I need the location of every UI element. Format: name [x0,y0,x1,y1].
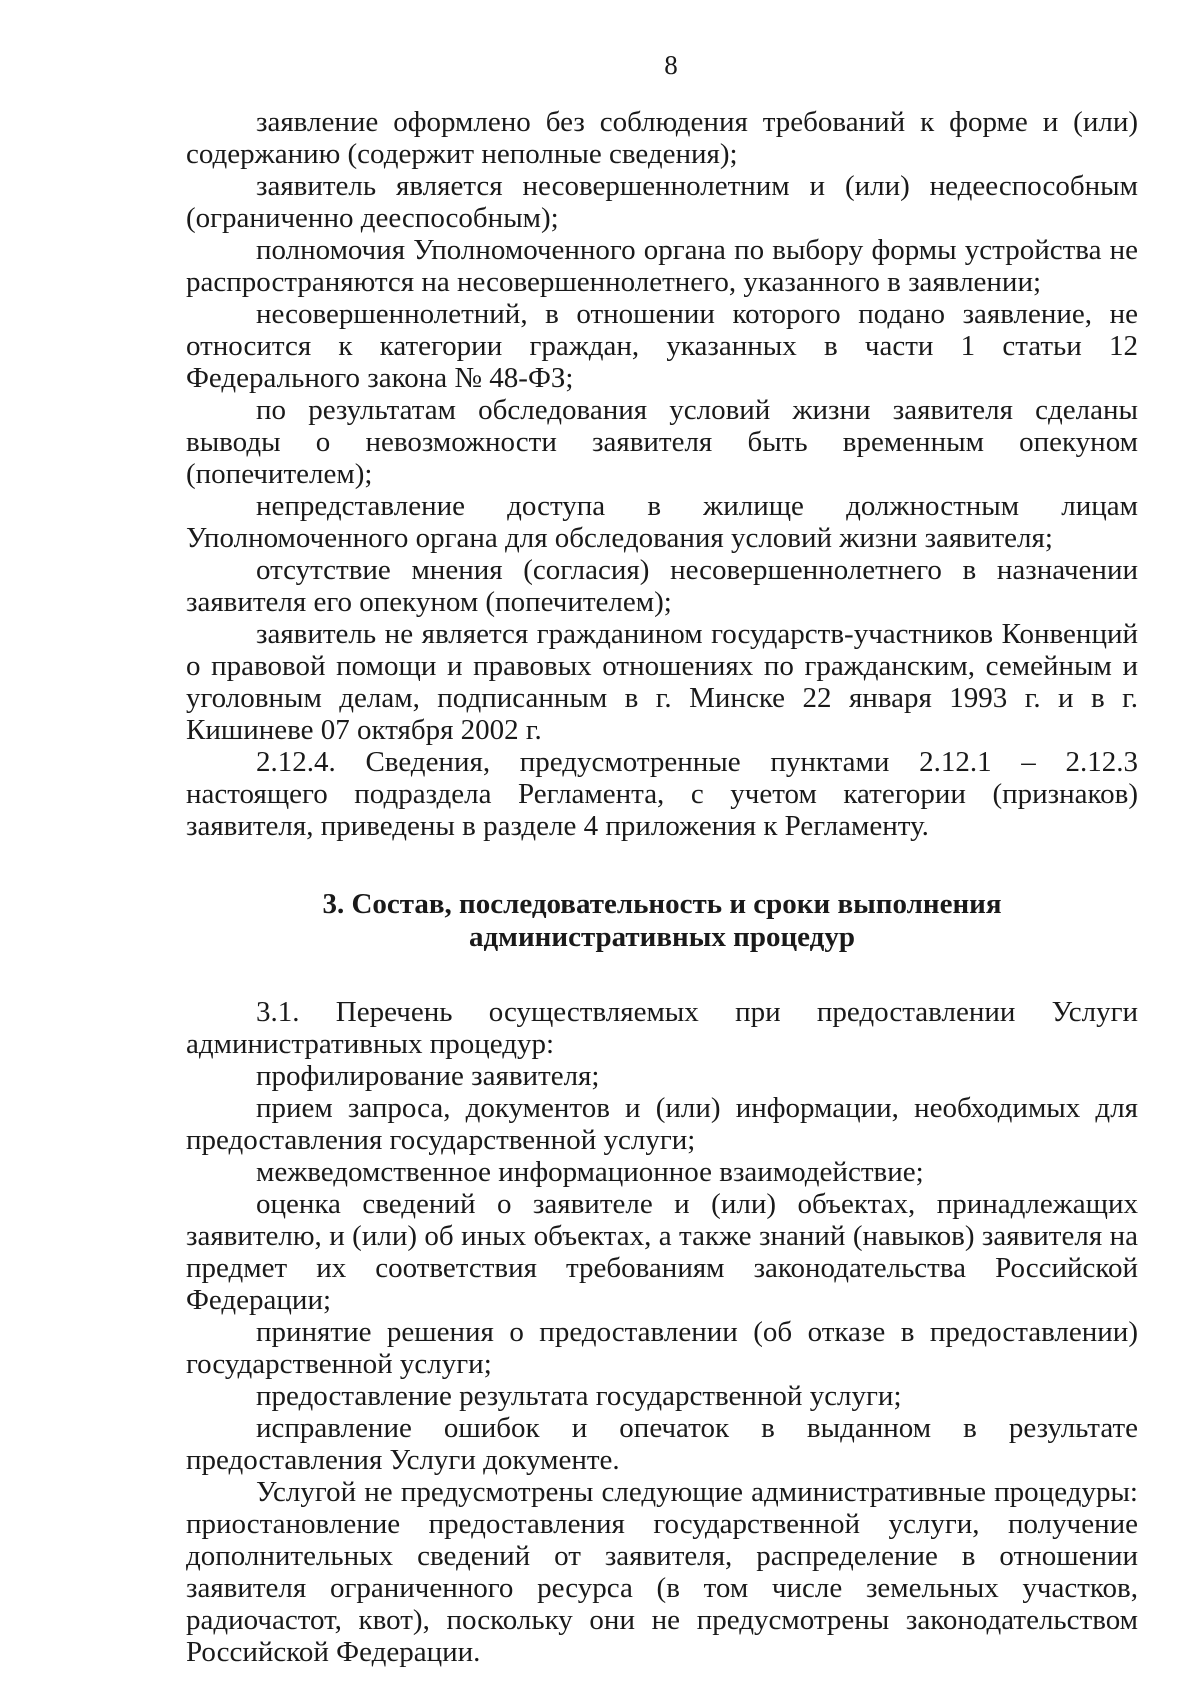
paragraph-refusal-ground: заявитель является несовершеннолетним и (или) недееспособным (ограниченно дееспособным); [186,170,1138,234]
section-heading-line: 3. Состав, последовательность и сроки выполнения [322,888,1002,920]
paragraph-refusal-ground: по результатам обследования условий жизни заявителя сделаны выводы о невозможности заявителя быть временным опекуном (попечителем); [186,394,1138,490]
page-number: 8 [664,50,678,80]
procedure-list-item: предоставление результата государственной услуги; [256,1380,902,1412]
paragraph-refusal-ground: заявление оформлено без соблюдения требований к форме и (или) содержанию (содержит неполные сведения); [186,106,1138,170]
procedure-list-item: профилирование заявителя; [256,1060,600,1092]
document-body [186,106,1138,1668]
procedure-list-item: межведомственное информационное взаимодействие; [256,1156,924,1188]
procedure-list-item: исправление ошибок и опечаток в выданном в результате предоставления Услуги документе. [186,1412,1138,1476]
paragraph-refusal-ground: полномочия Уполномоченного органа по выбору формы устройства не распространяются на несовершеннолетнего, указанного в заявлении; [186,234,1138,298]
paragraph-refusal-ground: заявитель не является гражданином государств-участников Конвенций о правовой помощи и правовых отношениях по гражданским, семейным и уголовным делам, подписанным в г. Минске 22 января 1993 г. и в г. Кишиневе 07 октября 2002 г. [186,618,1138,746]
paragraph-refusal-ground: отсутствие мнения (согласия) несовершеннолетнего в назначении заявителя его опекуном (попечителем); [186,554,1138,618]
procedure-list-item: принятие решения о предоставлении (об отказе в предоставлении) государственной услуги; [186,1316,1138,1380]
paragraph-clause-3-1: 3.1. Перечень осуществляемых при предоставлении Услуги административных процедур: [186,996,1138,1060]
procedure-list-item: оценка сведений о заявителе и (или) объектах, принадлежащих заявителю, и (или) об иных объектах, а также знаний (навыков) заявителя на предмет их соответствия требованиям законодательства Российской Федерации; [186,1188,1138,1316]
paragraph-refusal-ground: несовершеннолетний, в отношении которого подано заявление, не относится к категории граждан, указанных в части 1 статьи 12 Федерального закона № 48-ФЗ; [186,298,1138,394]
procedure-list-item: прием запроса, документов и (или) информации, необходимых для предоставления государственной услуги; [186,1092,1138,1156]
section-heading-line: административных процедур [469,921,855,953]
section-heading [186,888,1138,954]
paragraph-clause-2-12-4: 2.12.4. Сведения, предусмотренные пунктами 2.12.1 – 2.12.3 настоящего подраздела Регламента, с учетом категории (признаков) заявителя, приведены в разделе 4 приложения к Регламенту. [186,746,1138,842]
paragraph-excluded-procedures: Услугой не предусмотрены следующие административные процедуры: приостановление предоставления государственной услуги, получение дополнительных сведений от заявителя, распределение в отношении заявителя ограниченного ресурса (в том числе земельных участков, радиочастот, квот), поскольку они не предусмотрены законодательством Российской Федерации. [186,1476,1138,1668]
paragraph-refusal-ground: непредставление доступа в жилище должностным лицам Уполномоченного органа для обследования условий жизни заявителя; [186,490,1138,554]
